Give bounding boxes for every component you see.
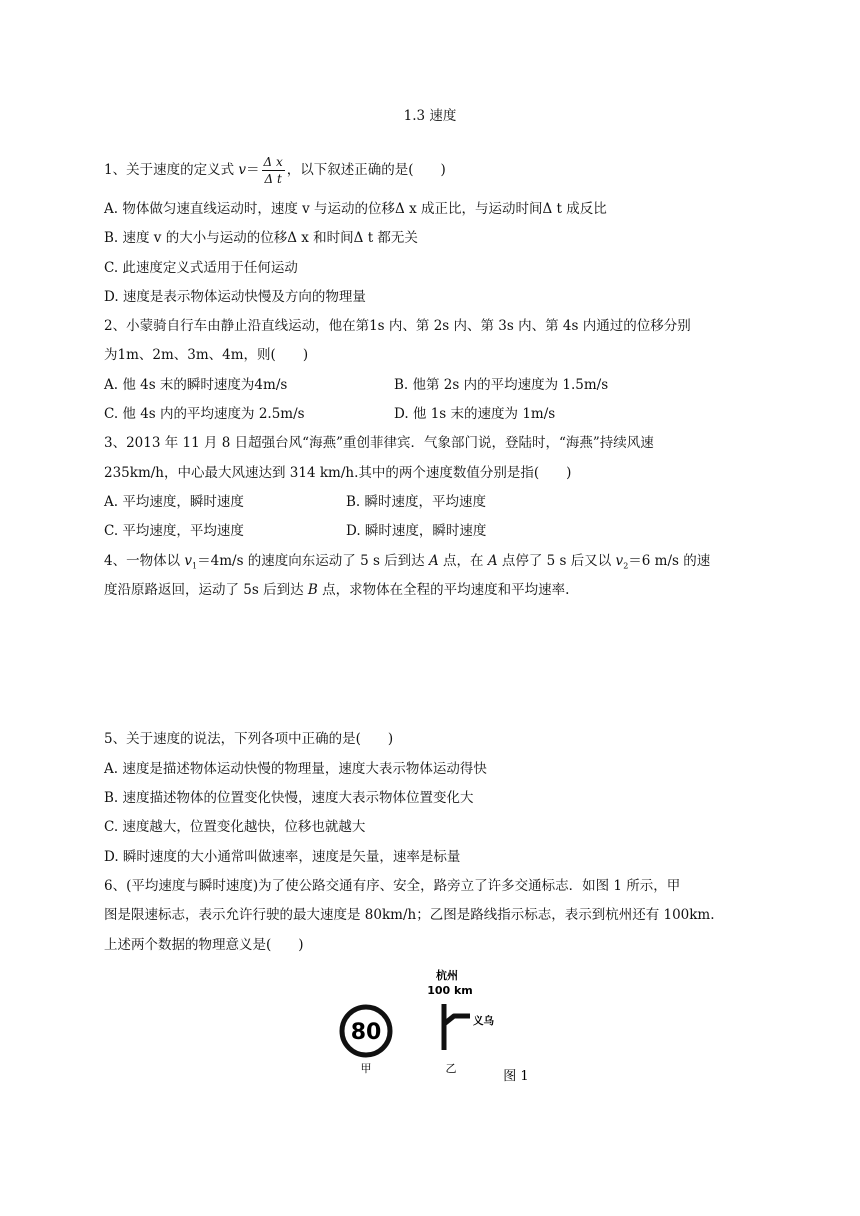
q1-frac-den: Δ t [264, 172, 282, 186]
q1-eq: ＝ [246, 162, 260, 178]
q2-option-a: A. 他 4s 末的瞬时速度为4m/s [104, 377, 288, 393]
q4-text-7: 点，求物体在全程的平均速度和平均速率. [317, 582, 570, 598]
q5-option-b: B. 速度描述物体的位置变化快慢，速度大表示物体位置变化大 [104, 790, 474, 806]
q3-stem-line1: 3、2013 年 11 月 8 日超强台风“海燕”重创菲律宾．气象部门说，登陆时，“海燕”持续风速 [104, 435, 654, 451]
q4-v2-sub: 2 [623, 561, 629, 571]
q2-option-d: D. 他 1s 末的速度为 1m/s [394, 406, 556, 422]
route-branch-icon [444, 1016, 470, 1024]
q4-v2: v [615, 553, 624, 569]
q4-v1: v [184, 553, 193, 569]
q4-point-b: B [307, 582, 318, 598]
page-title: 1.3 速度 [403, 108, 457, 124]
q1-option-b: B. 速度 v 的大小与运动的位移Δ x 和时间Δ t 都无关 [104, 230, 418, 246]
speed-limit-value: 80 [350, 1020, 382, 1045]
q4-text-1: 4、一物体以 [104, 553, 185, 569]
q3-option-c: C. 平均速度，平均速度 [104, 523, 244, 539]
label-yi: 乙 [445, 1062, 457, 1075]
q5-option-d: D. 瞬时速度的大小通常叫做速率，速度是矢量，速率是标量 [104, 849, 461, 865]
q1-v: v [238, 162, 247, 178]
q4-point-a: A [428, 553, 439, 569]
branch-city: 义乌 [473, 1015, 494, 1027]
q6-stem-line1: 6、(平均速度与瞬时速度)为了使公路交通有序、安全，路旁立了许多交通标志．如图 1 所示，甲 [104, 878, 681, 894]
q3-stem-line2: 235km/h，中心最大风速达到 314 km/h.其中的两个速度数值分别是指( ) [104, 465, 572, 481]
label-jia: 甲 [360, 1062, 372, 1075]
q4-text-5: ＝6 m/s 的速 [628, 553, 711, 569]
q5-option-a: A. 速度是描述物体运动快慢的物理量，速度大表示物体运动得快 [104, 761, 487, 777]
q4-text-3: 点，在 [438, 553, 488, 569]
q2-option-b: B. 他第 2s 内的平均速度为 1.5m/s [394, 377, 609, 393]
q2-stem-line2: 为1m、2m、3m、4m，则( ) [104, 347, 309, 363]
q5-option-c: C. 速度越大，位置变化越快，位移也就越大 [104, 819, 366, 835]
q1-frac-num: Δ x [263, 155, 283, 169]
q4-text-2: ＝4m/s 的速度向东运动了 5 s 后到达 [197, 553, 429, 569]
q3-option-d: D. 瞬时速度，瞬时速度 [346, 523, 487, 539]
q4-stem-line2 [104, 580, 569, 600]
q3-option-a: A. 平均速度，瞬时速度 [104, 494, 244, 510]
q1-stem-text: 1、关于速度的定义式 [104, 162, 239, 178]
dest-distance: 100 km [427, 984, 473, 997]
q1-stem-post: ，以下叙述正确的是( ) [286, 162, 446, 178]
q2-stem-line1: 2、小蒙骑自行车由静止沿直线运动，他在第1s 内、第 2s 内、第 3s 内、第 4s 内通过的位移分别 [104, 318, 691, 334]
dest-city: 杭州 [436, 969, 458, 982]
q6-stem-line2: 图是限速标志，表示允许行驶的最大速度是 80km/h；乙图是路线指示标志，表示到杭州还有 100km. [104, 907, 715, 923]
q4-point-a-2: A [487, 553, 498, 569]
q4-stem-line1 [104, 551, 710, 577]
q2-option-c: C. 他 4s 内的平均速度为 2.5m/s [104, 406, 305, 422]
q1-fraction [262, 154, 285, 187]
figure-caption: 图 1 [503, 1069, 529, 1082]
q1-option-a: A. 物体做匀速直线运动时，速度 v 与运动的位移Δ x 成正比，与运动时间Δ t 成反比 [104, 201, 607, 217]
q4-text-4: 点停了 5 s 后又以 [497, 553, 616, 569]
q4-text-6: 度沿原路返回，运动了 5s 后到达 [104, 582, 308, 598]
q1-stem [104, 154, 446, 187]
q6-stem-line3: 上述两个数据的物理意义是( ) [104, 937, 304, 953]
q5-stem: 5、关于速度的说法，下列各项中正确的是( ) [104, 731, 394, 747]
figure-1 [330, 962, 550, 1082]
q4-v1-sub: 1 [192, 561, 198, 571]
q1-option-d: D. 速度是表示物体运动快慢及方向的物理量 [104, 289, 366, 305]
q3-option-b: B. 瞬时速度，平均速度 [346, 494, 487, 510]
q1-option-c: C. 此速度定义式适用于任何运动 [104, 260, 298, 276]
